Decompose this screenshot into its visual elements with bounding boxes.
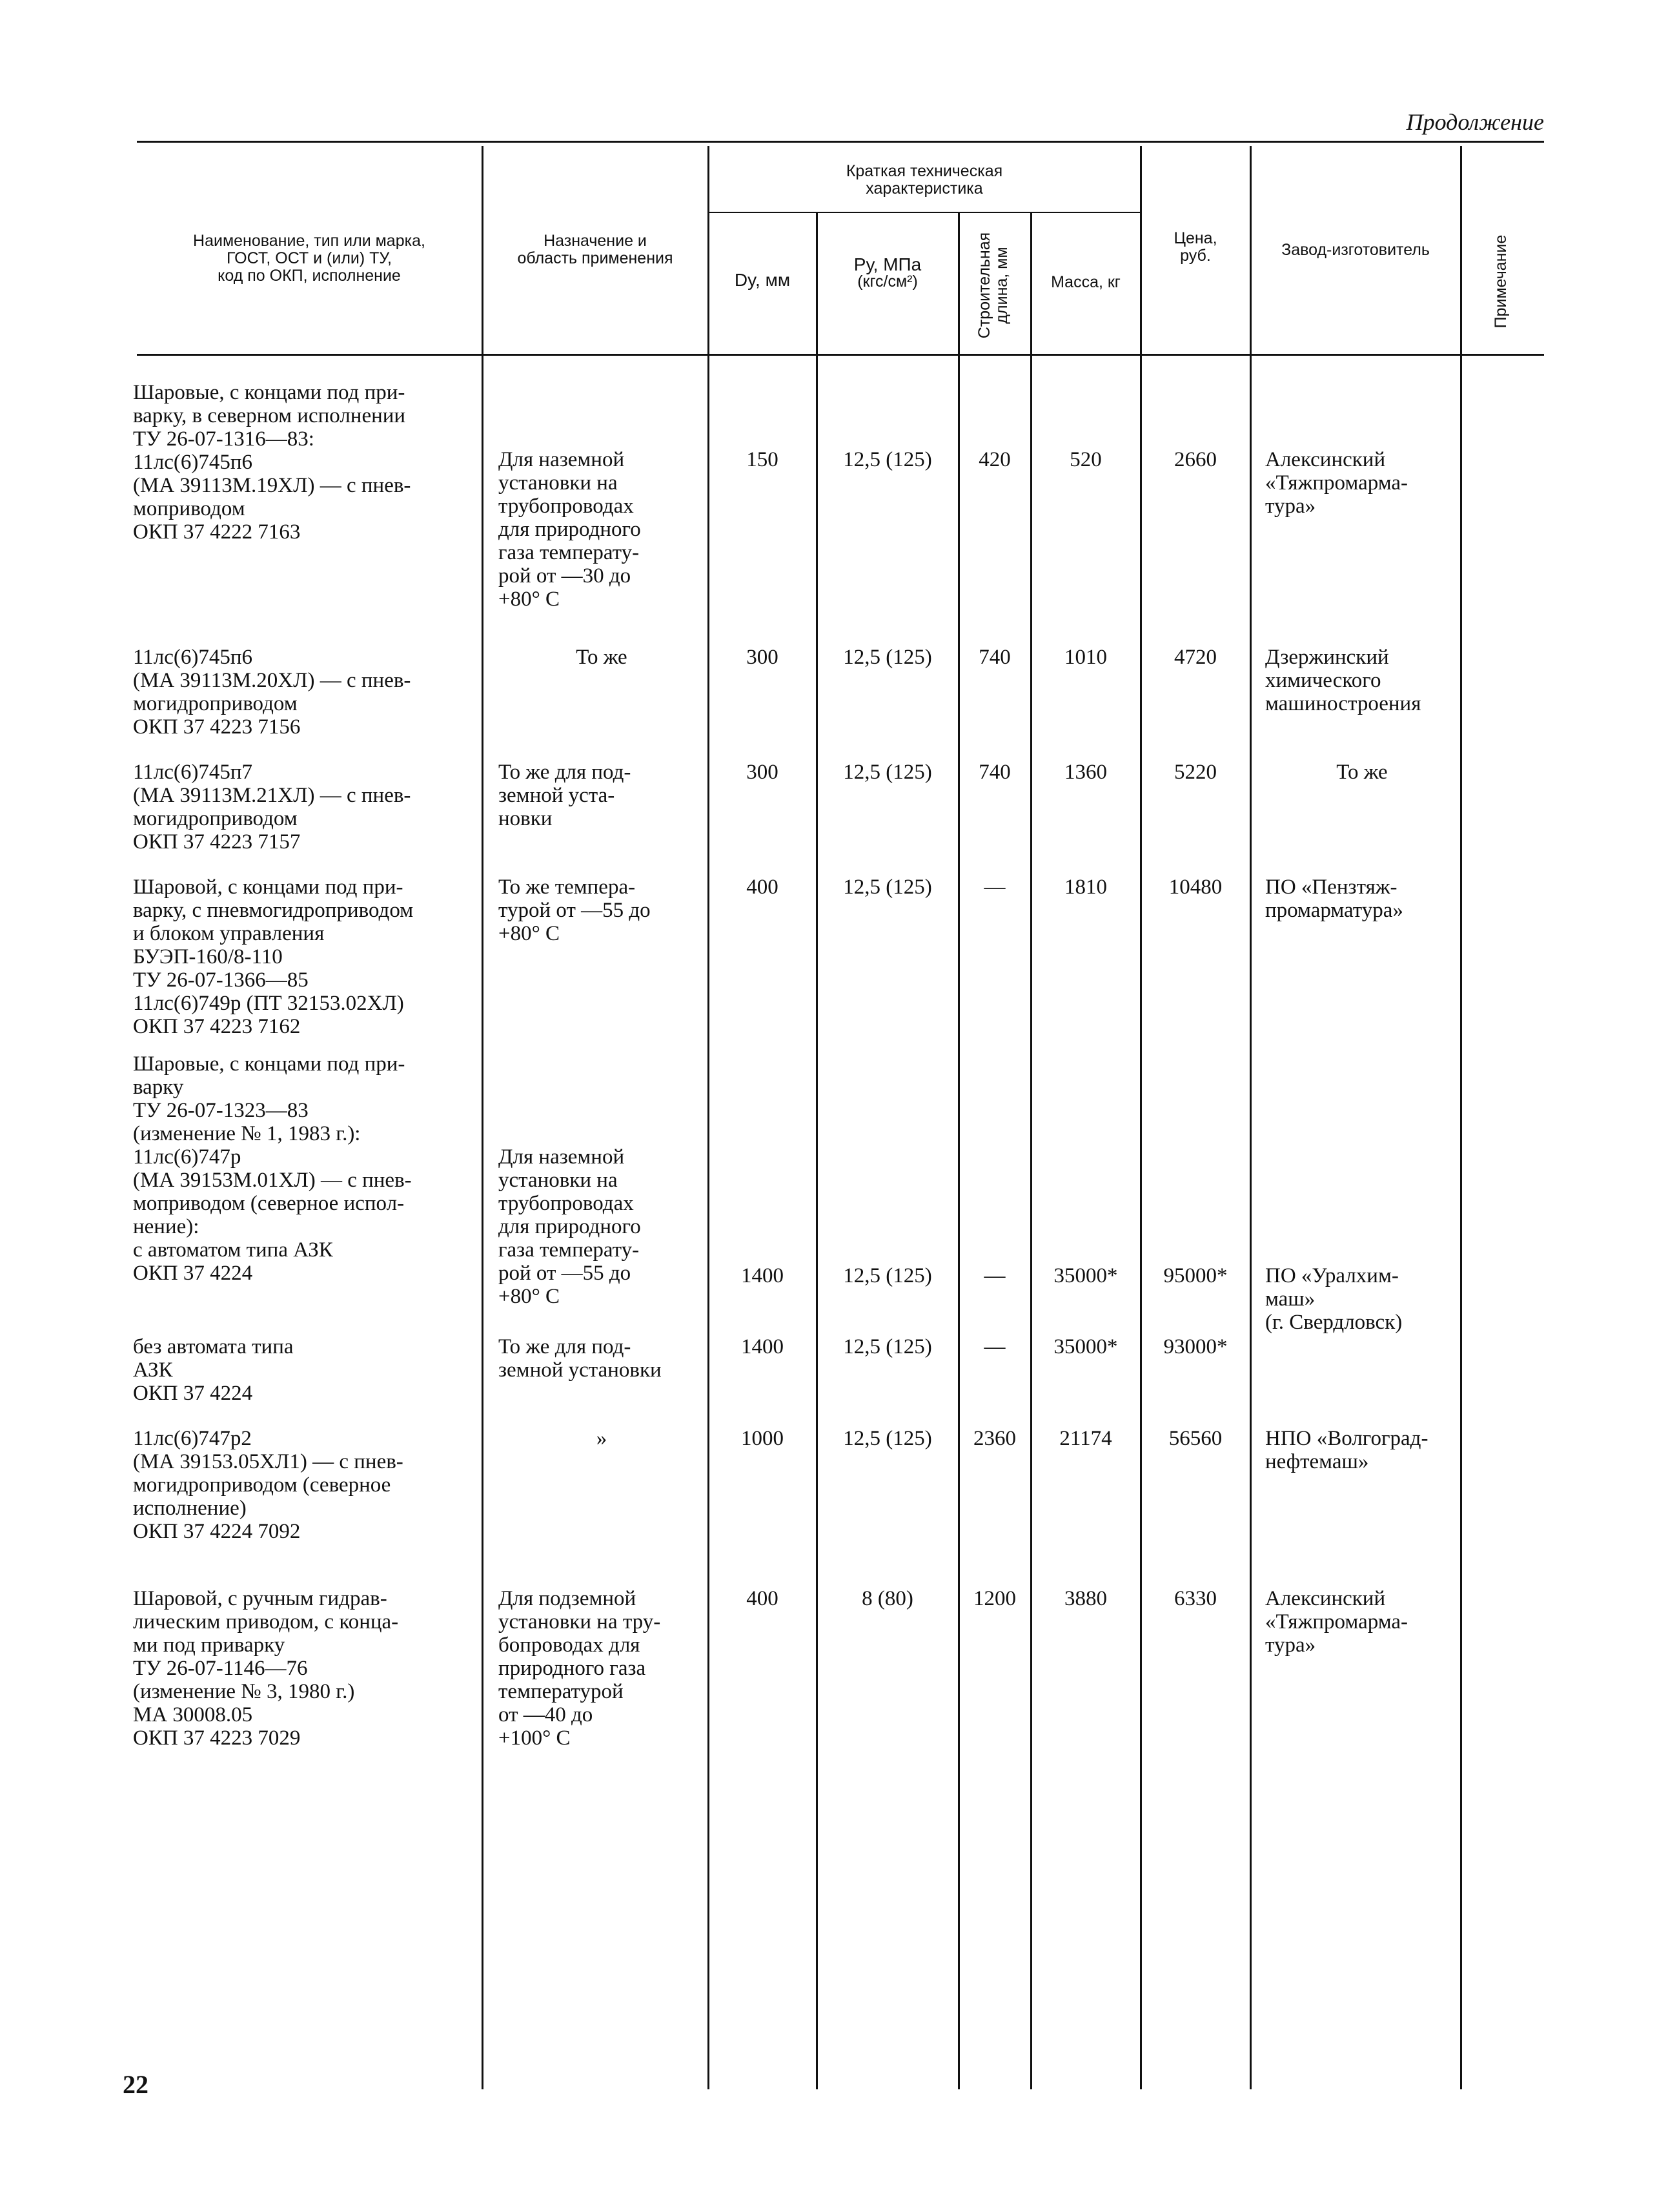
cell-price: 10480: [1168, 876, 1223, 899]
col-sep-6: [1140, 146, 1142, 2089]
cell-line: варку, с пневмогидроприводом: [133, 899, 414, 922]
page-number: 22: [123, 2070, 148, 2099]
cell-line: нение):: [133, 1215, 199, 1238]
cell-mass: 1010: [1064, 646, 1107, 669]
cell-line: могидроприводом: [133, 692, 298, 715]
cell-line: нефтемаш»: [1265, 1450, 1369, 1473]
cell-purpose: [498, 1427, 705, 1450]
cell-line: исполнение): [133, 1497, 247, 1520]
cell-line: Для наземной: [498, 1145, 625, 1169]
cell-line: »: [596, 1427, 607, 1450]
cell-line: 11лс(6)749р (ПТ 32153.02ХЛ): [133, 992, 404, 1015]
cell-line: установки на: [498, 1169, 618, 1192]
cell-length: 420: [979, 448, 1011, 471]
cell-line: без автомата типа: [133, 1335, 294, 1358]
cell-line: «Тяжпромарма-: [1265, 471, 1408, 495]
cell-line: рой от —55 до: [498, 1262, 631, 1285]
cell-name: [133, 761, 482, 854]
cell-line: (МА 39113М.20ХЛ) — с пнев-: [133, 669, 411, 692]
cell-line: газа температу-: [498, 1238, 640, 1262]
cell-py: 12,5 (125): [843, 1427, 932, 1450]
header-purpose-line: Назначение и: [544, 232, 647, 250]
cell-line: БУЭП-160/8-110: [133, 945, 283, 968]
header-name: [137, 232, 482, 285]
header-length-line: Строительная: [975, 232, 993, 339]
cell-price: 6330: [1174, 1587, 1217, 1610]
cell-line: +100° С: [498, 1726, 571, 1750]
header-py: [817, 256, 958, 291]
cell-py: 12,5 (125): [843, 448, 932, 471]
cell-length: —: [984, 1335, 1006, 1358]
cell-length: —: [984, 1264, 1006, 1287]
cell-name: [133, 1335, 482, 1405]
header-manufacturer-label: Завод-изготовитель: [1281, 241, 1430, 259]
cell-manufacturer: [1265, 646, 1459, 715]
cell-line: земной уста-: [498, 784, 615, 807]
cell-mass: 35000*: [1053, 1335, 1118, 1358]
tech-group-rule: [707, 212, 1140, 213]
cell-name: [133, 646, 482, 739]
cell-line: МА 30008.05: [133, 1703, 253, 1726]
cell-dy: 1400: [741, 1335, 784, 1358]
cell-line: То же для под-: [498, 761, 631, 784]
cell-mass: 520: [1070, 448, 1102, 471]
col-sep-4: [958, 213, 960, 2089]
cell-line: могидроприводом: [133, 807, 298, 830]
header-py-line: Pу, МПа: [853, 254, 922, 274]
cell-line: Для подземной: [498, 1587, 636, 1610]
cell-line: То же: [1336, 761, 1388, 784]
cell-line: ТУ 26-07-1146—76: [133, 1657, 308, 1680]
header-tech-line: Краткая техническая: [846, 162, 1003, 180]
cell-manufacturer: [1265, 876, 1459, 922]
cell-name: [133, 1052, 482, 1285]
header-price: [1141, 230, 1250, 265]
cell-line: трубопроводах: [498, 1192, 634, 1215]
header-purpose: [483, 232, 707, 267]
cell-line: ОКП 37 4224: [133, 1382, 253, 1405]
cell-line: (МА 39113М.19ХЛ) — с пнев-: [133, 474, 411, 497]
cell-line: 11лс(6)747р2: [133, 1427, 252, 1450]
header-note: [1492, 217, 1513, 346]
cell-line: тура»: [1265, 1633, 1316, 1657]
cell-line: от —40 до: [498, 1703, 593, 1726]
cell-line: ОКП 37 4223 7162: [133, 1015, 301, 1038]
header-py-line: (кгс/см²): [857, 272, 918, 291]
cell-length: 740: [979, 761, 1011, 784]
header-mass-label: Масса, кг: [1051, 273, 1121, 291]
cell-line: «Тяжпромарма-: [1265, 1610, 1408, 1633]
cell-line: Шаровой, с ручным гидрав-: [133, 1587, 387, 1610]
header-dy: [709, 271, 816, 289]
cell-line: +80° С: [498, 588, 560, 611]
cell-line: варку: [133, 1076, 184, 1099]
cell-py: 12,5 (125): [843, 1264, 932, 1287]
cell-purpose: [498, 1335, 705, 1382]
header-top-rule: [137, 141, 1544, 143]
cell-line: (МА 39153.05ХЛ1) — с пнев-: [133, 1450, 403, 1473]
cell-line: маш»: [1265, 1287, 1316, 1311]
header-purpose-line: область применения: [517, 249, 673, 267]
cell-manufacturer: [1265, 1264, 1459, 1334]
cell-line: промарматура»: [1265, 899, 1403, 922]
cell-line: моприводом (северное испол-: [133, 1192, 405, 1215]
cell-line: НПО «Волгоград-: [1265, 1427, 1428, 1450]
cell-manufacturer: [1265, 448, 1459, 518]
cell-price: 2660: [1174, 448, 1217, 471]
cell-line: ОКП 37 4222 7163: [133, 520, 301, 544]
cell-py: 12,5 (125): [843, 761, 932, 784]
cell-manufacturer: [1265, 1587, 1459, 1657]
cell-line: Шаровые, с концами под при-: [133, 381, 405, 404]
cell-manufacturer: [1265, 761, 1459, 784]
col-sep-2: [707, 146, 709, 2089]
cell-line: То же темпера-: [498, 876, 636, 899]
cell-line: для природного: [498, 518, 641, 541]
cell-dy: 300: [746, 761, 778, 784]
cell-line: Алексинский: [1265, 1587, 1386, 1610]
cell-line: ТУ 26-07-1316—83:: [133, 427, 314, 451]
cell-line: (г. Свердловск): [1265, 1311, 1403, 1334]
cell-line: бопроводах для: [498, 1633, 640, 1657]
header-dy-label: Dy, мм: [734, 270, 791, 290]
cell-line: 11лс(6)747р: [133, 1145, 241, 1169]
cell-line: Шаровой, с концами под при-: [133, 876, 403, 899]
cell-line: Дзержинский: [1265, 646, 1389, 669]
cell-line: ТУ 26-07-1366—85: [133, 968, 309, 992]
cell-line: новки: [498, 807, 553, 830]
cell-purpose: [498, 761, 705, 830]
cell-line: земной установки: [498, 1358, 662, 1382]
cell-line: моприводом: [133, 497, 245, 520]
col-sep-1: [482, 146, 483, 2089]
header-length: [976, 221, 1015, 350]
cell-line: химического: [1265, 669, 1381, 692]
cell-line: +80° С: [498, 1285, 560, 1308]
cell-length: —: [984, 876, 1006, 899]
cell-name: [133, 1427, 482, 1543]
cell-length: 740: [979, 646, 1011, 669]
cell-line: варку, в северном исполнении: [133, 404, 406, 427]
cell-line: То же: [576, 646, 627, 669]
cell-length: 1200: [973, 1587, 1016, 1610]
cell-line: ПО «Уралхим-: [1265, 1264, 1399, 1287]
cell-mass: 3880: [1064, 1587, 1107, 1610]
cell-line: 11лс(6)745п6: [133, 451, 253, 474]
cell-mass: 35000*: [1053, 1264, 1118, 1287]
cell-line: машиностроения: [1265, 692, 1421, 715]
cell-dy: 1400: [741, 1264, 784, 1287]
cell-line: (изменение № 3, 1980 г.): [133, 1680, 355, 1703]
header-length-line: длина, мм: [993, 247, 1011, 324]
cell-line: (МА 39113М.21ХЛ) — с пнев-: [133, 784, 411, 807]
cell-line: ОКП 37 4224 7092: [133, 1520, 301, 1543]
cell-purpose: [498, 1587, 705, 1750]
cell-purpose: [498, 1145, 705, 1308]
cell-dy: 400: [746, 876, 778, 899]
continuation-label: Продолжение: [1406, 109, 1544, 135]
col-sep-5: [1030, 213, 1032, 2089]
cell-name: [133, 876, 482, 1038]
cell-line: АЗК: [133, 1358, 173, 1382]
cell-line: тура»: [1265, 495, 1316, 518]
cell-price: 95000*: [1163, 1264, 1228, 1287]
cell-line: с автоматом типа АЗК: [133, 1238, 333, 1262]
header-tech-group: [709, 163, 1140, 198]
cell-py: 12,5 (125): [843, 876, 932, 899]
cell-py: 12,5 (125): [843, 646, 932, 669]
cell-line: ТУ 26-07-1323—83: [133, 1099, 309, 1122]
cell-line: температурой: [498, 1680, 624, 1703]
header-price-line: Цена,: [1174, 229, 1217, 247]
header-price-line: руб.: [1180, 247, 1211, 265]
cell-name: [133, 1587, 482, 1750]
cell-price: 5220: [1174, 761, 1217, 784]
cell-manufacturer: [1265, 1427, 1459, 1473]
cell-line: для природного: [498, 1215, 641, 1238]
cell-dy: 300: [746, 646, 778, 669]
cell-line: природного газа: [498, 1657, 646, 1680]
header-name-line: ГОСТ, ОСТ и (или) ТУ,: [227, 249, 392, 267]
cell-mass: 1360: [1064, 761, 1107, 784]
col-sep-7: [1250, 146, 1252, 2089]
cell-price: 93000*: [1163, 1335, 1228, 1358]
cell-line: Алексинский: [1265, 448, 1386, 471]
header-mass: [1032, 274, 1140, 291]
header-manufacturer: [1251, 241, 1460, 259]
cell-line: могидроприводом (северное: [133, 1473, 391, 1497]
cell-dy: 1000: [741, 1427, 784, 1450]
cell-price: 4720: [1174, 646, 1217, 669]
cell-purpose: [498, 448, 705, 611]
cell-line: ОКП 37 4223 7156: [133, 715, 301, 739]
header-note-label: Примечание: [1492, 234, 1510, 329]
cell-line: ОКП 37 4223 7157: [133, 830, 301, 854]
cell-py: 12,5 (125): [843, 1335, 932, 1358]
cell-line: (МА 39153М.01ХЛ) — с пнев-: [133, 1169, 412, 1192]
cell-dy: 150: [746, 448, 778, 471]
cell-line: +80° С: [498, 922, 560, 945]
cell-length: 2360: [973, 1427, 1016, 1450]
cell-line: ОКП 37 4224: [133, 1262, 253, 1285]
cell-mass: 21174: [1059, 1427, 1112, 1450]
header-bottom-rule: [137, 354, 1544, 356]
cell-price: 56560: [1168, 1427, 1223, 1450]
col-sep-8: [1460, 146, 1462, 2089]
cell-line: 11лс(6)745п7: [133, 761, 253, 784]
cell-purpose: [498, 876, 705, 945]
cell-line: трубопроводах: [498, 495, 634, 518]
cell-line: Шаровые, с концами под при-: [133, 1052, 405, 1076]
cell-line: и блоком управления: [133, 922, 325, 945]
cell-line: установки на: [498, 471, 618, 495]
header-name-line: Наименование, тип или марка,: [193, 232, 425, 250]
cell-mass: 1810: [1064, 876, 1107, 899]
col-sep-3: [816, 213, 818, 2089]
cell-line: турой от —55 до: [498, 899, 651, 922]
cell-line: ПО «Пензтяж-: [1265, 876, 1397, 899]
cell-line: ми под приварку: [133, 1633, 285, 1657]
header-tech-line: характеристика: [866, 179, 983, 198]
cell-py: 8 (80): [862, 1587, 913, 1610]
header-name-line: код по ОКП, исполнение: [218, 267, 401, 285]
cell-line: лическим приводом, с конца-: [133, 1610, 399, 1633]
cell-line: установки на тру-: [498, 1610, 661, 1633]
cell-name: [133, 381, 482, 544]
cell-dy: 400: [746, 1587, 778, 1610]
cell-line: То же для под-: [498, 1335, 631, 1358]
cell-line: Для наземной: [498, 448, 625, 471]
cell-purpose: [498, 646, 705, 669]
cell-line: рой от —30 до: [498, 564, 631, 588]
cell-line: газа температу-: [498, 541, 640, 564]
cell-line: (изменение № 1, 1983 г.):: [133, 1122, 361, 1145]
cell-line: 11лс(6)745п6: [133, 646, 253, 669]
cell-line: ОКП 37 4223 7029: [133, 1726, 301, 1750]
